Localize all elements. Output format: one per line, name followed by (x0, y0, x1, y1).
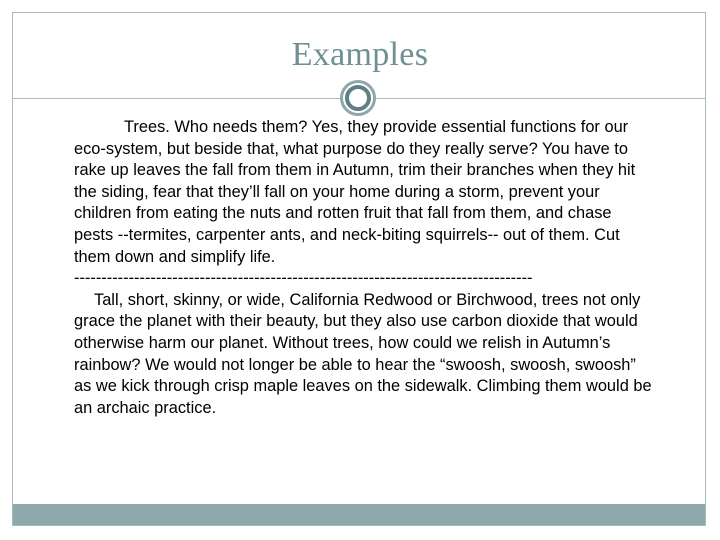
paragraph-trees-positive: Tall, short, skinny, or wide, California Redwood or Birchwood, trees not only grace the planet with their beauty, but they also use carbon dioxide that would otherwise harm our planet. Without trees, how could we relish in Autumn’s rainbow? We would not longer be able to hear the “swoosh, swoosh, swoosh” as we kick through crisp maple leaves on the sidewalk. Climbing them would be an archaic practice. (74, 290, 652, 417)
dash-separator: ------------------------------------------------------------------------------------ (74, 269, 533, 288)
paragraph-trees-negative: Trees. Who needs them? Yes, they provide essential functions for our eco-system, but beside that, what purpose do they really serve? You have to rake up leaves the fall from them in Autumn, trim their branches when they hit the siding, fear that they’ll fall on your home during a storm, prevent your children from eating the nuts and rotten fruit that fall from them, and chase pests --termites, carpenter ants, and neck-biting squirrels-- out of them. Cut them down and simplify life. (74, 118, 636, 266)
slide-title: Examples (291, 36, 429, 73)
slide-body (74, 117, 654, 419)
footer-bar (13, 504, 705, 525)
circle-ornament-icon (340, 80, 376, 116)
